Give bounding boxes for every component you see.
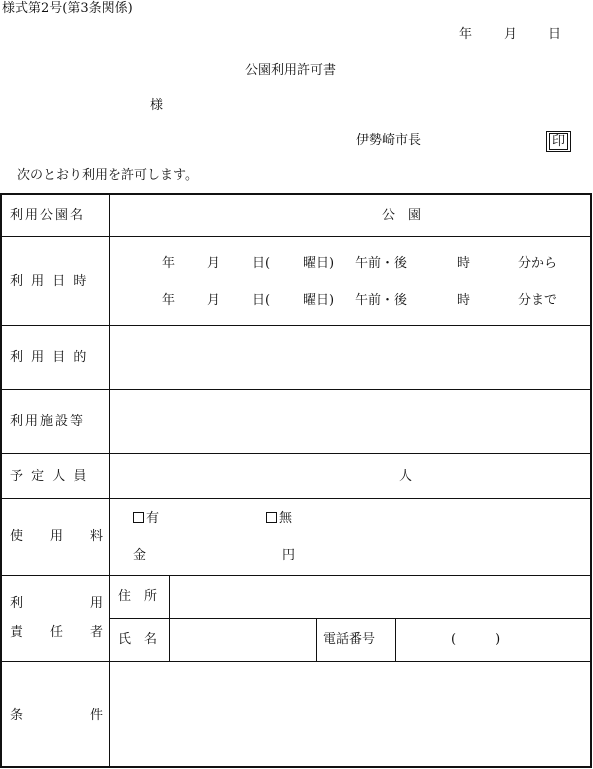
form-number: 様式第2号(第3条関係): [2, 1, 133, 16]
from-month: 月: [207, 256, 221, 271]
checkbox-icon[interactable]: [133, 512, 144, 523]
phone-value-divider: [395, 618, 396, 661]
park-value: 公 園: [382, 208, 422, 223]
responsible-label-char: 責: [10, 625, 24, 640]
to-ampm: 午前・後: [355, 293, 408, 308]
name-field[interactable]: [171, 620, 315, 660]
responsible-label-char: 用: [90, 596, 104, 611]
date-year: 年: [459, 27, 473, 42]
row-divider: [2, 498, 590, 499]
row-divider: [2, 236, 590, 237]
purpose-field[interactable]: [111, 327, 589, 387]
conditions-label-char: 件: [90, 708, 104, 723]
datetime-label: 利 用 日 時: [10, 274, 89, 289]
to-year: 年: [162, 293, 176, 308]
fee-yen-label: 円: [282, 548, 296, 563]
intro-text: 次のとおり利用を許可します。: [17, 168, 198, 183]
phone-column-divider: [316, 618, 317, 661]
phone-label: 電話番号: [323, 632, 376, 647]
park-label: 利用公園名: [10, 208, 86, 223]
fee-label-char: 使: [10, 529, 24, 544]
conditions-field[interactable]: [111, 663, 589, 764]
addressee-suffix: 様: [150, 98, 164, 113]
fee-money-label: 金: [133, 548, 147, 563]
conditions-label-char: 条: [10, 708, 24, 723]
to-day: 日(: [252, 293, 271, 308]
to-weekday: 曜日): [303, 293, 335, 308]
fee-yes-option[interactable]: [133, 512, 159, 525]
responsible-label-char: 者: [90, 625, 104, 640]
to-hour: 時: [457, 293, 471, 308]
fee-label-char: 用: [50, 529, 64, 544]
people-unit: 人: [399, 469, 413, 484]
from-ampm: 午前・後: [355, 256, 408, 271]
row-divider: [2, 453, 590, 454]
date-day: 日: [548, 27, 562, 42]
row-divider: [2, 661, 590, 662]
address-field[interactable]: [171, 577, 589, 617]
purpose-label: 利 用 目 的: [10, 350, 89, 365]
fee-no-label: 無: [279, 511, 293, 526]
fee-label-char: 料: [90, 529, 104, 544]
from-weekday: 曜日): [303, 256, 335, 271]
facility-label: 利用施設等: [10, 414, 86, 429]
row-divider: [2, 389, 590, 390]
to-month: 月: [207, 293, 221, 308]
checkbox-icon[interactable]: [266, 512, 277, 523]
facility-field[interactable]: [111, 391, 589, 451]
responsible-label-char: 任: [50, 625, 64, 640]
phone-value[interactable]: ( ): [451, 632, 501, 647]
row-divider: [2, 325, 590, 326]
date-month: 月: [504, 27, 518, 42]
from-year: 年: [162, 256, 176, 271]
permit-table: [0, 193, 592, 768]
row-divider: [110, 618, 590, 619]
document-title: 公園利用許可書: [245, 63, 337, 78]
from-hour: 時: [457, 256, 471, 271]
seal-text: 印: [549, 133, 568, 150]
responsible-label-char: 利: [10, 596, 24, 611]
name-label: 氏 名: [118, 632, 158, 647]
fee-yes-label: 有: [146, 511, 160, 526]
address-label: 住 所: [118, 589, 158, 604]
fee-no-option[interactable]: [266, 512, 292, 525]
from-minute: 分から: [518, 256, 558, 271]
issuer: 伊勢崎市長: [356, 133, 422, 148]
to-minute: 分まで: [518, 293, 558, 308]
row-divider: [2, 575, 590, 576]
label-column-divider: [109, 195, 110, 766]
from-day: 日(: [252, 256, 271, 271]
sublabel-column-divider: [169, 575, 170, 661]
seal-icon: [546, 131, 571, 152]
people-label: 予 定 人 員: [10, 469, 89, 484]
